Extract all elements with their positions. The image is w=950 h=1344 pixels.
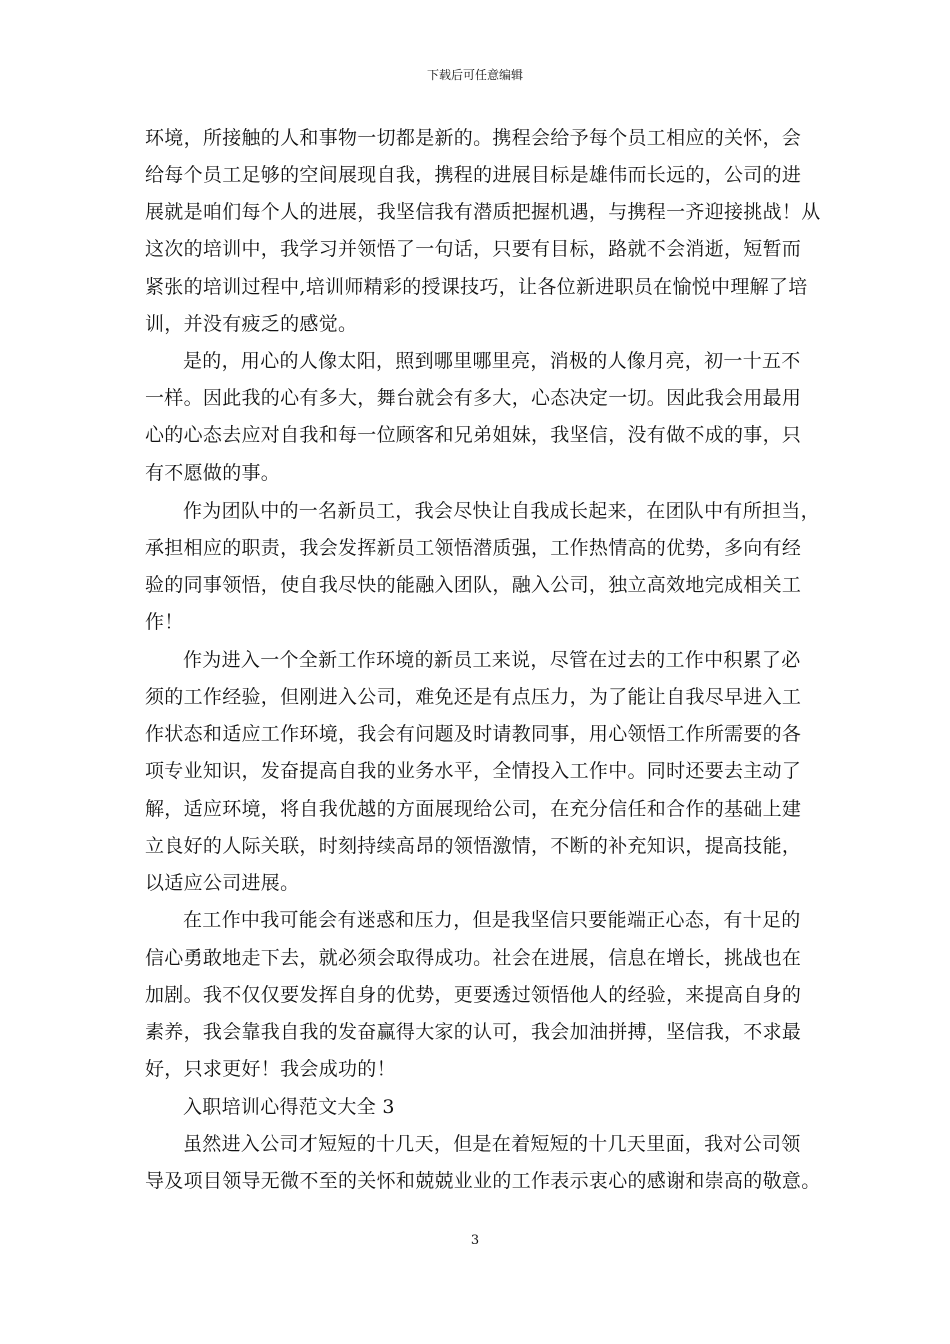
body-line: 立良好的人际关联，时刻持续高昂的领悟激情，不断的补充知识，提高技能， (145, 835, 802, 857)
body-line: 信心勇敢地走下去，就必须会取得成功。社会在进展，信息在增长，挑战也在 (145, 947, 802, 969)
paragraph-first-line: 是的，用心的人像太阳，照到哪里哪里亮，消极的人像月亮，初一十五不 (183, 350, 801, 372)
body-line: 一样。因此我的心有多大，舞台就会有多大，心态决定一切。因此我会用最用 (145, 387, 802, 409)
body-line: 以适应公司进展。 (145, 872, 300, 894)
body-line: 训，并没有疲乏的感觉。 (145, 313, 358, 335)
body-line: 作状态和适应工作环境，我会有问题及时请教同事，用心领悟工作所需要的各 (145, 723, 802, 745)
body-line: 给每个员工足够的空间展现自我，携程的进展目标是雄伟而长远的，公司的进 (145, 164, 802, 186)
body-line: 作！ (145, 611, 184, 633)
page-header: 下载后可任意编辑 (426, 68, 523, 82)
body-line: 素养，我会靠我自我的发奋赢得大家的认可，我会加油拼搏，坚信我，不求最 (145, 1021, 802, 1043)
body-line: 环境，所接触的人和事物一切都是新的。携程会给予每个员工相应的关怀，会 (145, 127, 802, 149)
page-number: 3 (470, 1233, 480, 1248)
body-line: 须的工作经验，但刚进入公司，难免还是有点压力，为了能让自我尽早进入工 (145, 686, 802, 708)
paragraph-first-line: 作为团队中的一名新员工，我会尽快让自我成长起来，在团队中有所担当， (183, 500, 820, 522)
body-line: 承担相应的职责，我会发挥新员工领悟潜质强，工作热情高的优势，多向有经 (145, 537, 802, 559)
body-line: 好，只求更好！我会成功的！ (145, 1058, 396, 1080)
body-line: 心的心态去应对自我和每一位顾客和兄弟姐妹，我坚信，没有做不成的事，只 (145, 424, 802, 446)
body-line: 这次的培训中，我学习并领悟了一句话，只要有目标，路就不会消逝，短暂而 (145, 238, 802, 260)
body-line: 紧张的培训过程中,培训师精彩的授课技巧，让各位新进职员在愉悦中理解了培 (145, 276, 808, 298)
paragraph-first-line: 在工作中我可能会有迷惑和压力，但是我坚信只要能端正心态，有十足的 (183, 909, 801, 931)
body-line: 验的同事领悟，使自我尽快的能融入团队，融入公司，独立高效地完成相关工 (145, 574, 802, 596)
body-line: 展就是咱们每个人的进展，我坚信我有潜质把握机遇，与携程一齐迎接挑战！从 (145, 201, 821, 223)
body-line: 解，适应环境，将自我优越的方面展现给公司，在充分信任和合作的基础上建 (145, 798, 802, 820)
body-line: 导及项目领导无微不至的关怀和兢兢业业的工作表示衷心的感谢和崇高的敬意。 (145, 1170, 821, 1192)
section-heading: 入职培训心得范文大全 3 (183, 1096, 395, 1118)
body-line: 加剧。我不仅仅要发挥自身的优势，更要透过领悟他人的经验，来提高自身的 (145, 984, 802, 1006)
paragraph-first-line: 虽然进入公司才短短的十几天，但是在着短短的十几天里面，我对公司领 (183, 1133, 801, 1155)
paragraph-first-line: 作为进入一个全新工作环境的新员工来说，尽管在过去的工作中积累了必 (183, 649, 801, 671)
body-line: 有不愿做的事。 (145, 462, 281, 484)
body-line: 项专业知识，发奋提高自我的业务水平，全情投入工作中。同时还要去主动了 (145, 760, 802, 782)
